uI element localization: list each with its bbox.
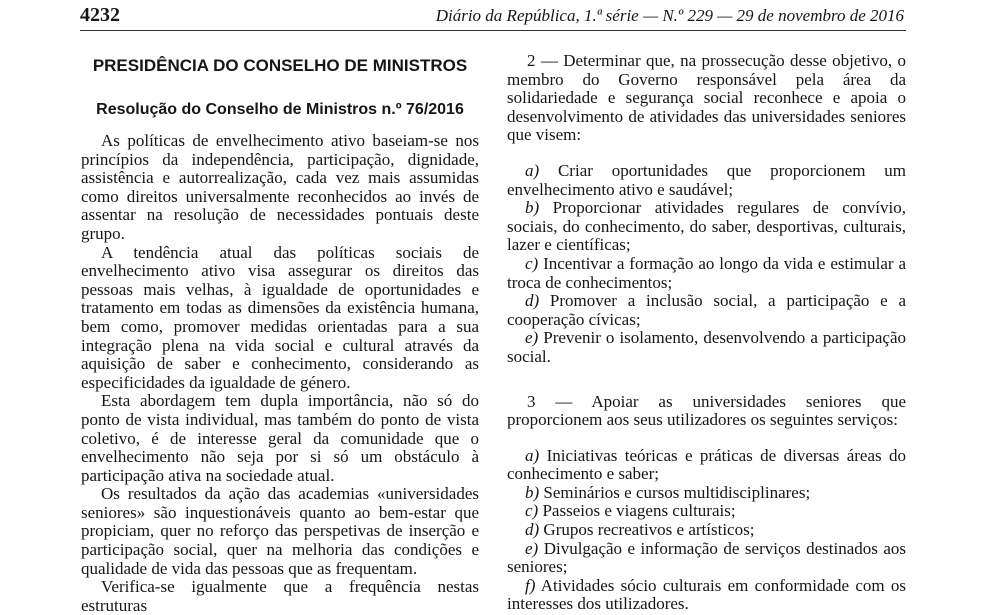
item-text: Grupos recreativos e artísticos; [543,520,755,540]
item-label: a) [525,445,540,465]
point-3-item-b [507,484,906,503]
point-2-item-b [507,199,906,255]
point-3-item-c [507,502,906,521]
item-label: f) [525,575,536,595]
running-header: Diário da República, 1.ª série — N.º 229 — 29 de novembro de 2016 [435,6,904,25]
paragraph: As políticas de envelhecimento ativo baseiam-se nos princípios da independência, participação, dignidade, assistência e autorrealização, cada vez mais assumidas como direitos universalmente reconhecidos ao invés de assentar na resolução de necessidades pontuais deste grupo. [81,131,479,243]
item-label: d) [525,520,540,540]
item-label: a) [525,160,540,180]
item-label: e) [525,328,539,348]
item-text: Atividades sócio culturais em conformidade com os interesses dos utilizadores. [507,575,907,614]
item-label: d) [525,291,540,311]
point-3-item-f [507,577,906,614]
point-3-intro: 3 — Apoiar as universidades seniores que proporcionem aos seus utilizadores os seguintes serviços: [507,391,906,430]
left-column [81,54,479,615]
paragraph: Esta abordagem tem dupla importância, não só do ponto de vista individual, mas também do ponto de vista coletivo, é de interesse geral da comunidade que o envelhecimento não seja por si só um obstáculo à participação ativa na sociedade atual. [81,391,479,485]
point-2-intro: 2 — Determinar que, na prossecução desse objetivo, o membro do Governo responsável pela área da solidariedade e segurança social reconhece e apoia o desenvolvimento de atividades das universidades seniores que visem: [507,51,906,145]
item-text: Proporcionar atividades regulares de convívio, sociais, do conhecimento, do saber, desportivas, culturais, lazer e científicas; [507,198,907,255]
paragraph: Os resultados da ação das academias «universidades seniores» são inquestionáveis quanto ao bem-estar que propiciam, quer no reforço das perspetivas de inserção e participação social, quer na melhoria das condições e qualidade de vida das pessoas que as frequentam. [81,484,479,578]
point-2-item-d [507,292,906,329]
item-text: Divulgação e informação de serviços destinados aos seniores; [507,538,906,577]
item-text: Iniciativas teóricas e práticas de diversas áreas do conhecimento e saber; [507,445,906,484]
item-label: c) [525,253,539,273]
point-2-item-c [507,255,906,292]
point-2-item-a [507,162,906,199]
section-title: PRESIDÊNCIA DO CONSELHO DE MINISTROS [92,56,468,75]
paragraph: Verifica-se igualmente que a frequência nestas estruturas [81,577,479,615]
item-label: e) [525,538,539,558]
point-3-item-e [507,540,906,577]
item-text: Passeios e viagens culturais; [542,501,736,521]
item-label: b) [525,482,540,502]
point-3-item-a [507,447,906,484]
point-3-item-d [507,521,906,540]
paragraph: A tendência atual das políticas sociais de envelhecimento ativo visa assegurar os direitos das pessoas mais velhas, à igualdade de oportunidades e tratamento em todas as dimensões da existência humana, bem como, promover medidas orientadas para a sua integração plena na vida social e cultural através da aquisição de saber e conhecimento, considerando as especificidades da igualdade de género. [81,242,479,392]
point-2-item-e [507,329,906,366]
item-text: Incentivar a formação ao longo da vida e estimular a troca de conhecimentos; [507,253,906,292]
right-column [507,52,906,614]
item-text: Criar oportunidades que proporcionem um envelhecimento ativo e saudável; [507,160,907,199]
document-title: Resolução do Conselho de Ministros n.º 76/2016 [96,101,464,118]
header-rule [80,30,906,31]
item-label: b) [525,198,540,218]
item-text: Seminários e cursos multidisciplinares; [543,482,811,502]
page-number: 4232 [80,4,120,26]
item-text: Prevenir o isolamento, desenvolvendo a participação social. [507,328,906,366]
item-label: c) [525,501,539,521]
item-text: Promover a inclusão social, a participação e a cooperação cívicas; [507,291,906,329]
